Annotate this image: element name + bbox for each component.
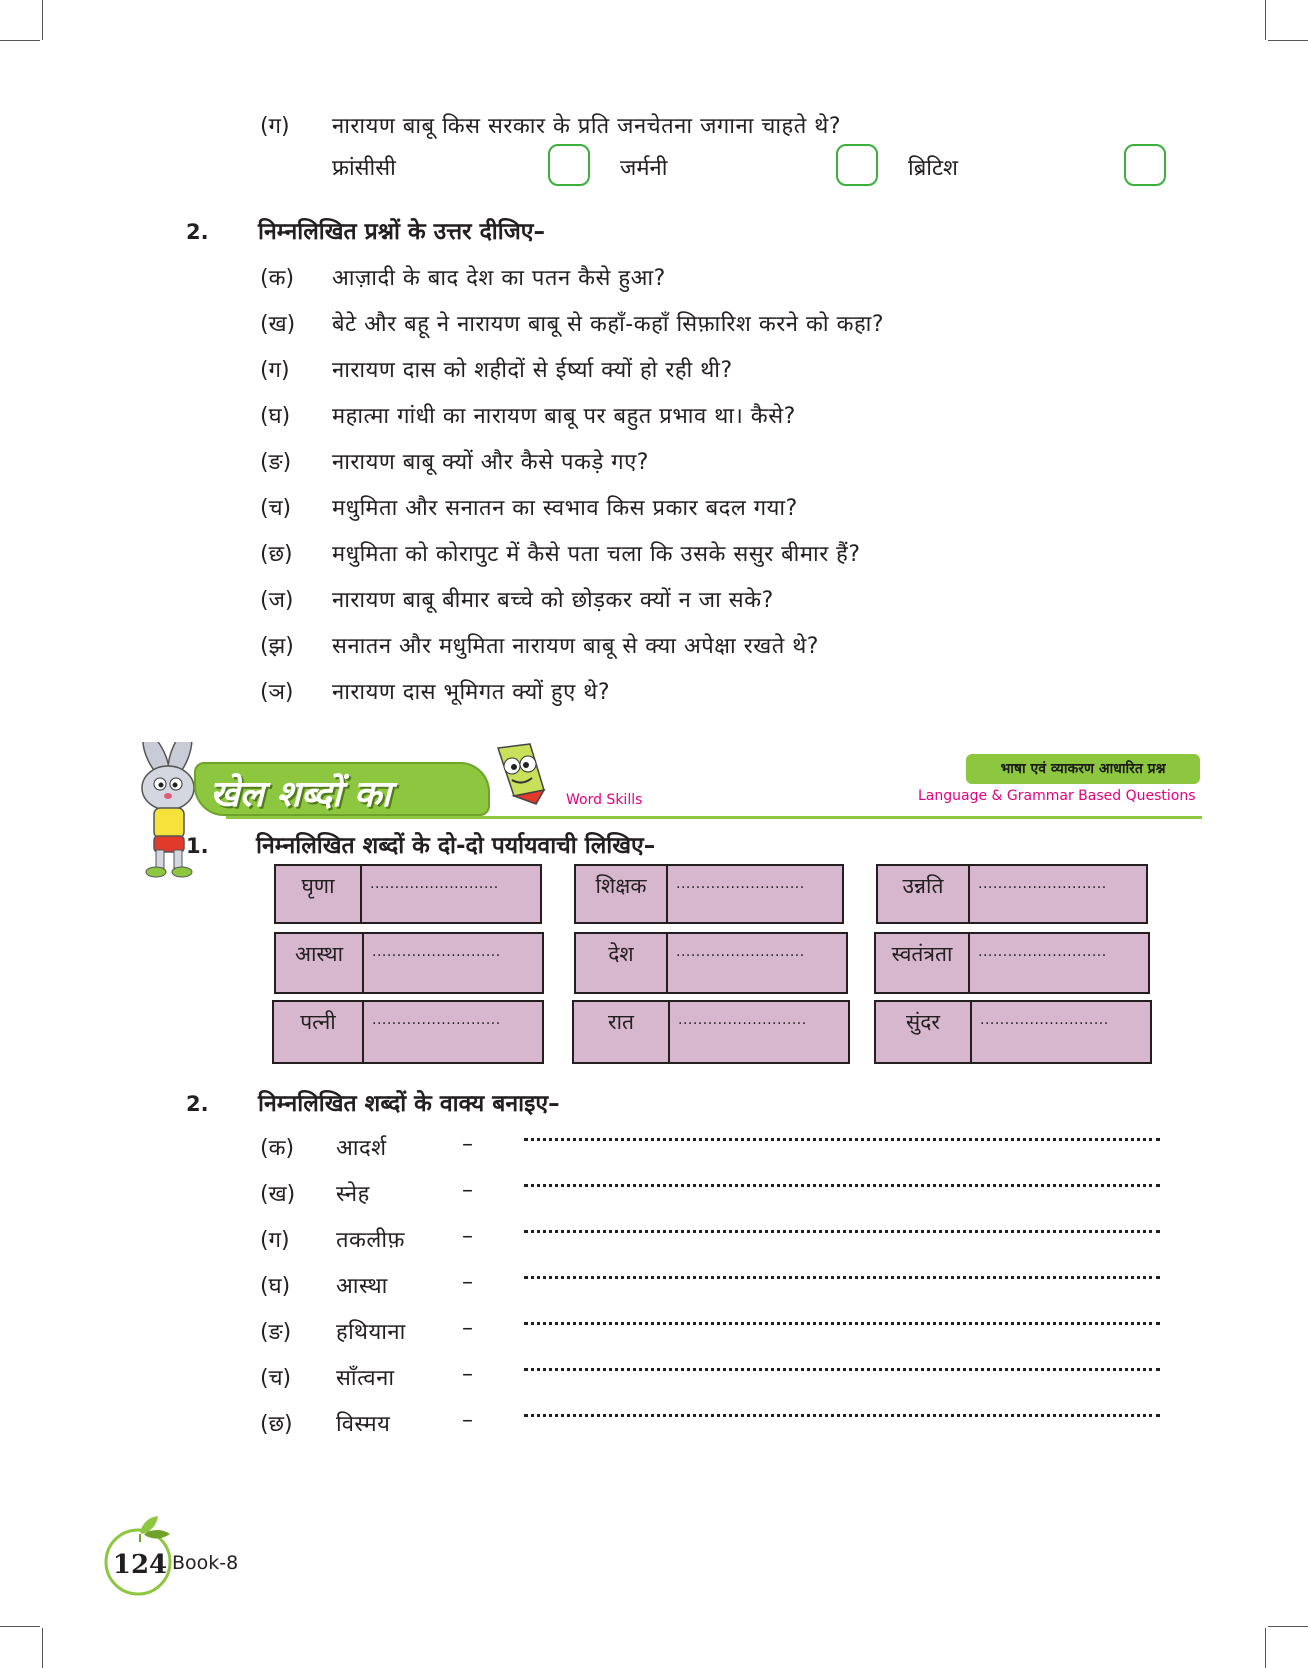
option-label: जर्मनी (620, 156, 668, 181)
synonym-answer-blank[interactable]: .......................... (676, 944, 805, 960)
synonym-cell (274, 864, 542, 924)
synonym-word: उन्नति (878, 866, 970, 922)
question-text: नारायण दास को शहीदों से ईर्ष्या क्यों हो रही थी? (332, 358, 733, 383)
item-label: (क) (260, 1136, 295, 1161)
synonym-answer-blank[interactable]: .......................... (980, 1012, 1109, 1028)
synonym-cell (274, 932, 544, 994)
item-label: (ख) (260, 1182, 296, 1207)
synonym-cell (574, 932, 848, 994)
item-word: स्नेह (336, 1182, 370, 1207)
section-number: 2. (186, 220, 209, 244)
synonym-answer-blank[interactable]: .......................... (372, 944, 501, 960)
crop-mark (1268, 1626, 1308, 1627)
synonym-answer-blank[interactable]: .......................... (676, 876, 805, 892)
section-title: निम्नलिखित प्रश्नों के उत्तर दीजिए– (258, 219, 545, 245)
item-label: (ङ) (260, 1320, 292, 1345)
answer-line[interactable] (524, 1184, 1160, 1187)
crop-mark (1268, 40, 1308, 41)
item-dash: – (462, 1408, 473, 1433)
item-dash: – (462, 1362, 473, 1387)
synonym-cell (874, 1000, 1152, 1064)
question-label: (ग) (260, 114, 290, 139)
banner-title-box (194, 762, 490, 816)
book-label: Book-8 (172, 1552, 239, 1574)
question-text: बेटे और बहू ने नारायण बाबू से कहाँ-कहाँ सिफ़ारिश करने को कहा? (332, 312, 885, 337)
answer-line[interactable] (524, 1414, 1160, 1417)
question-label: (ख) (260, 312, 296, 337)
question-label: (छ) (260, 542, 293, 567)
synonym-answer-blank[interactable]: .......................... (978, 876, 1107, 892)
item-dash: – (462, 1224, 473, 1249)
question-label: (च) (260, 496, 292, 521)
item-label: (च) (260, 1366, 292, 1391)
banner-underline (226, 816, 1202, 819)
section-title: निम्नलिखित शब्दों के दो-दो पर्यायवाची लिखिए– (256, 833, 656, 859)
item-word: विस्मय (336, 1412, 391, 1437)
section-number: 1. (186, 834, 209, 858)
synonym-word: रात (574, 1002, 670, 1062)
question-label: (ञ) (260, 680, 294, 705)
synonym-cell (874, 932, 1150, 994)
synonym-answer-blank[interactable]: .......................... (978, 944, 1107, 960)
question-label: (घ) (260, 404, 291, 429)
section-title: निम्नलिखित शब्दों के वाक्य बनाइए– (258, 1091, 560, 1117)
crop-mark (0, 1626, 40, 1627)
synonym-word: देश (576, 934, 668, 992)
item-word: तकलीफ़ (336, 1228, 406, 1253)
item-label: (छ) (260, 1412, 293, 1437)
item-word: साँत्वना (336, 1366, 395, 1391)
synonym-word: स्वतंत्रता (876, 934, 970, 992)
synonym-answer-blank[interactable]: .......................... (372, 1012, 501, 1028)
question-label: (क) (260, 266, 295, 291)
synonym-cell (272, 1000, 544, 1064)
crop-mark (42, 0, 43, 40)
crop-mark (1265, 1628, 1266, 1668)
answer-line[interactable] (524, 1230, 1160, 1233)
question-label: (झ) (260, 634, 294, 659)
item-word: आस्था (336, 1274, 388, 1299)
question-text: सनातन और मधुमिता नारायण बाबू से क्या अपेक्षा रखते थे? (332, 634, 819, 659)
option-label: ब्रिटिश (908, 156, 959, 181)
item-dash: – (462, 1132, 473, 1157)
crop-mark (1265, 0, 1266, 40)
question-text: नारायण बाबू बीमार बच्चे को छोड़कर क्यों न जा सके? (332, 588, 774, 613)
question-text: आज़ादी के बाद देश का पतन कैसे हुआ? (332, 266, 666, 291)
item-dash: – (462, 1316, 473, 1341)
option-label: फ्रांसीसी (332, 156, 396, 181)
grammar-tag-hindi: भाषा एवं व्याकरण आधारित प्रश्न (1000, 761, 1166, 777)
section-number: 2. (186, 1092, 209, 1116)
synonym-word: पत्नी (274, 1002, 364, 1062)
synonym-answer-blank[interactable]: .......................... (370, 876, 499, 892)
crop-mark (42, 1628, 43, 1668)
synonym-cell (572, 1000, 850, 1064)
item-word: हथियाना (336, 1320, 406, 1345)
question-label: (ज) (260, 588, 294, 613)
synonym-word: शिक्षक (576, 866, 668, 922)
pencil-mascot-icon (484, 738, 556, 808)
question-text: नारायण दास भूमिगत क्यों हुए थे? (332, 680, 611, 705)
item-dash: – (462, 1178, 473, 1203)
synonym-cell (876, 864, 1148, 924)
grammar-tag (966, 754, 1200, 784)
item-label: (घ) (260, 1274, 291, 1299)
synonym-answer-blank[interactable]: .......................... (678, 1012, 807, 1028)
option-checkbox[interactable] (548, 144, 590, 186)
answer-line[interactable] (524, 1322, 1160, 1325)
question-label: (ङ) (260, 450, 292, 475)
question-label: (ग) (260, 358, 290, 383)
answer-line[interactable] (524, 1138, 1160, 1141)
synonym-word: घृणा (276, 866, 362, 922)
item-dash: – (462, 1270, 473, 1295)
item-label: (ग) (260, 1228, 290, 1253)
question-text: मधुमिता को कोरापुट में कैसे पता चला कि उसके ससुर बीमार हैं? (332, 542, 861, 567)
question-text: महात्मा गांधी का नारायण बाबू पर बहुत प्रभाव था। कैसे? (332, 404, 796, 429)
answer-line[interactable] (524, 1276, 1160, 1279)
option-checkbox[interactable] (836, 144, 878, 186)
synonym-word: आस्था (276, 934, 364, 992)
question-text: नारायण बाबू किस सरकार के प्रति जनचेतना जगाना चाहते थे? (332, 114, 842, 139)
banner-subtitle: Word Skills (566, 792, 643, 808)
option-checkbox[interactable] (1124, 144, 1166, 186)
grammar-tag-english: Language & Grammar Based Questions (918, 788, 1196, 804)
page-number: 124 (112, 1550, 168, 1580)
item-word: आदर्श (336, 1136, 387, 1161)
question-text: मधुमिता और सनातन का स्वभाव किस प्रकार बदल गया? (332, 496, 798, 521)
answer-line[interactable] (524, 1368, 1160, 1371)
banner-title: खेल शब्दों का (210, 774, 391, 815)
crop-mark (0, 40, 40, 41)
synonym-cell (574, 864, 844, 924)
synonym-word: सुंदर (876, 1002, 972, 1062)
question-text: नारायण बाबू क्यों और कैसे पकड़े गए? (332, 450, 649, 475)
